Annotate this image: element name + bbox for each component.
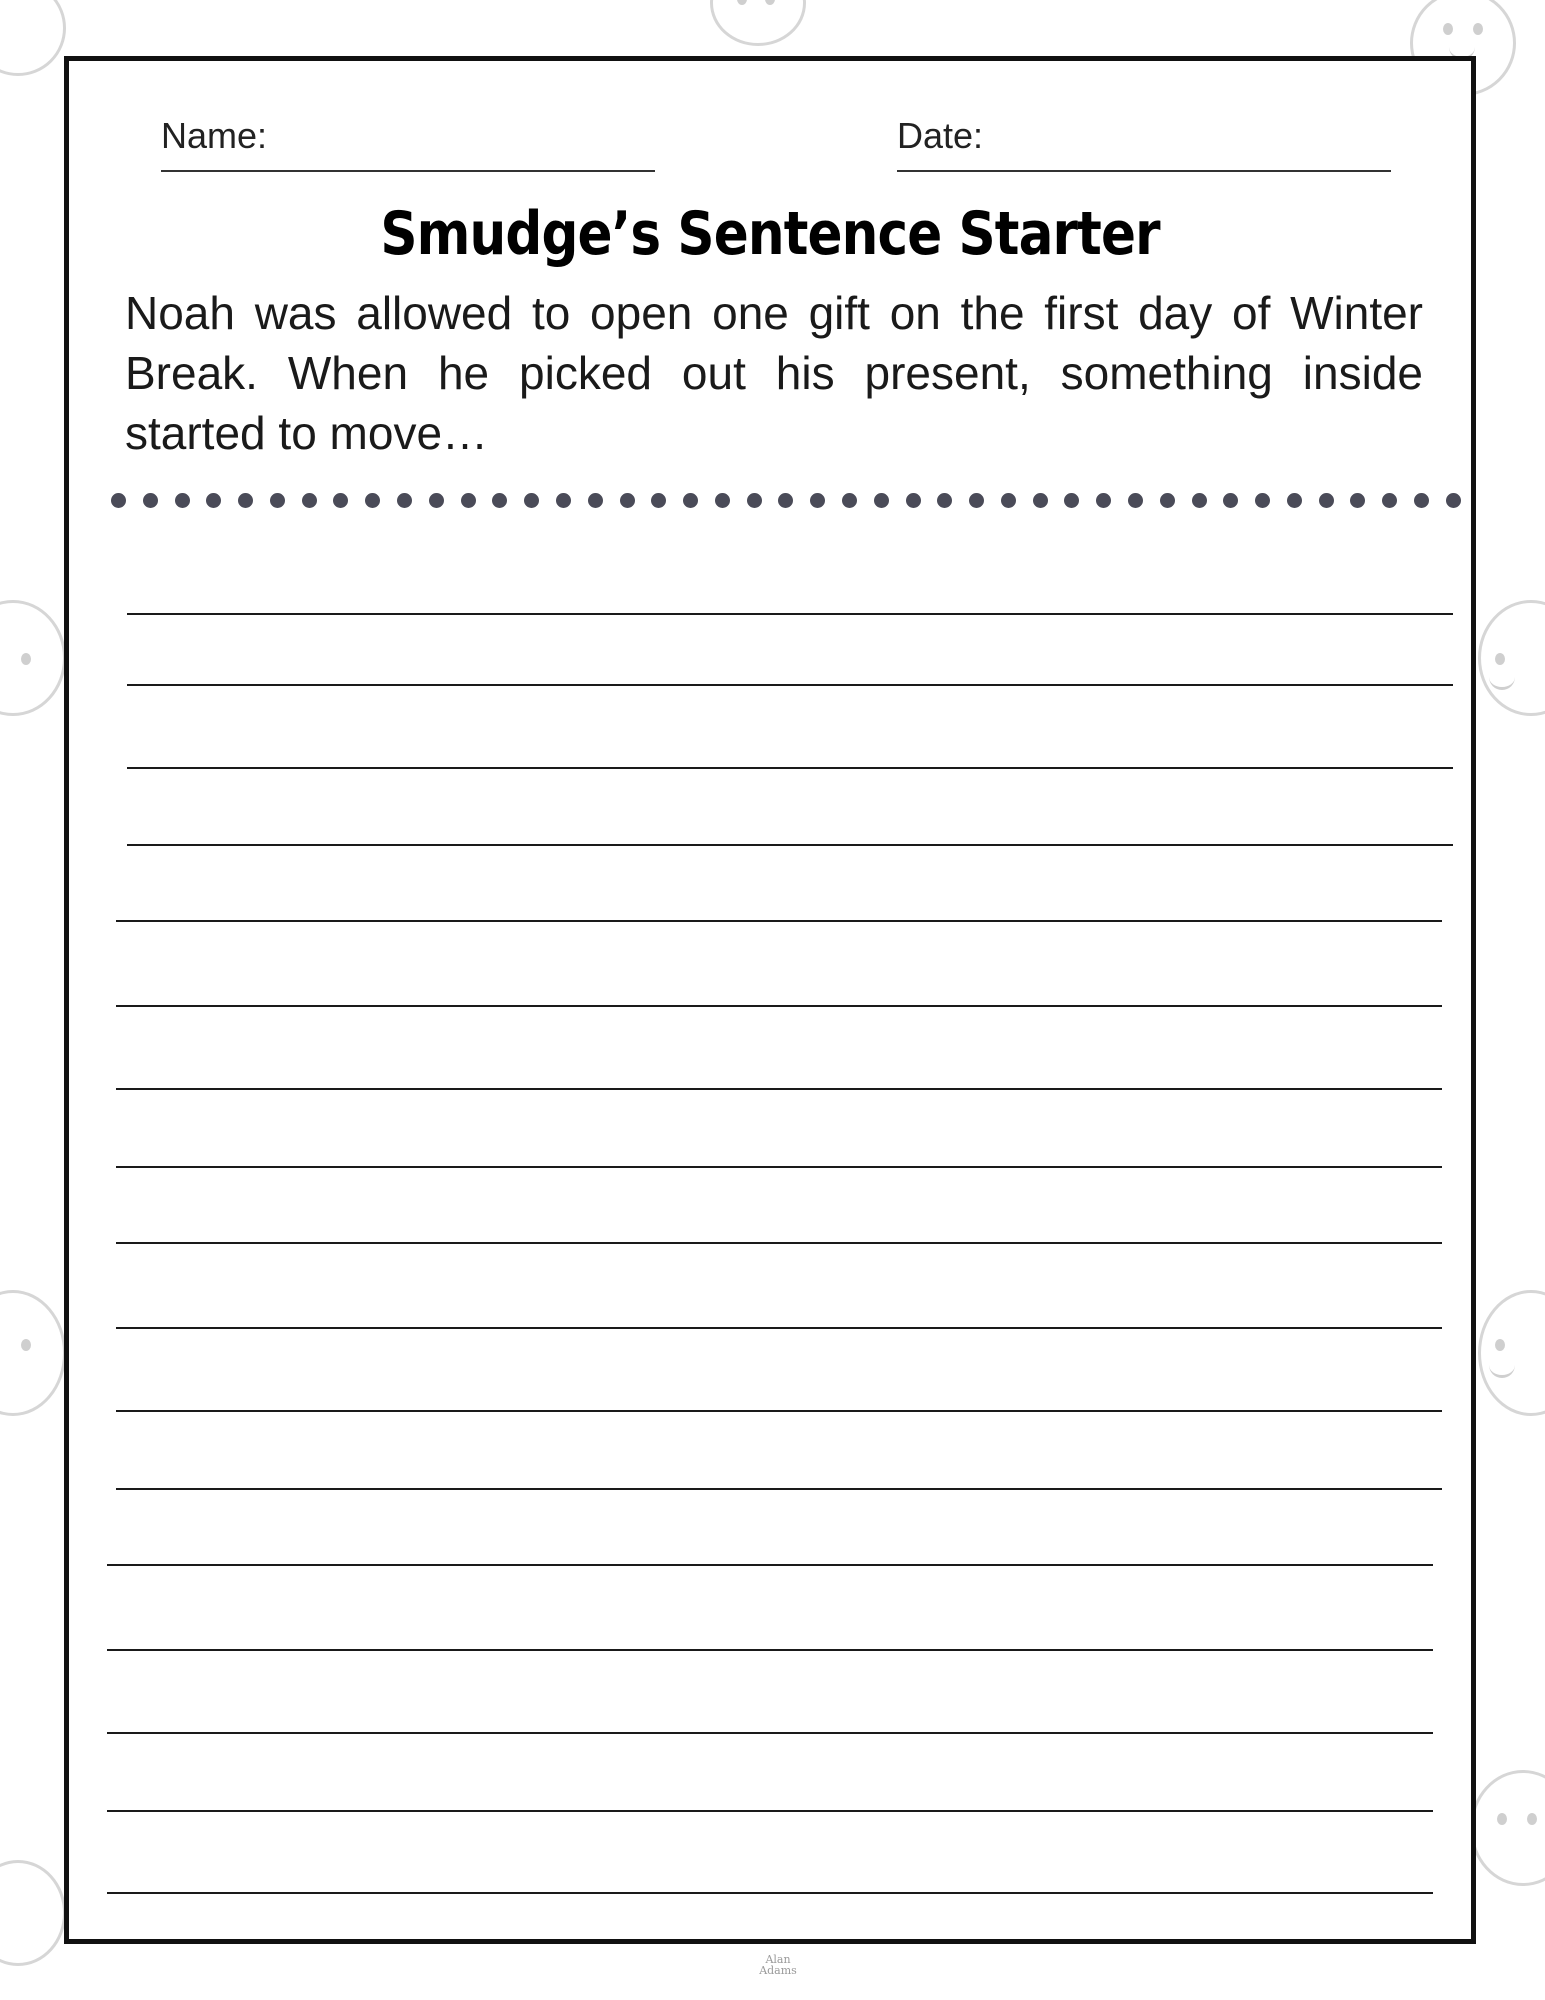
divider-dot (620, 493, 635, 508)
divider-dot (1255, 493, 1270, 508)
writing-line[interactable] (127, 767, 1453, 769)
divider-dot (937, 493, 952, 508)
divider-dot (1287, 493, 1302, 508)
divider-dot (1192, 493, 1207, 508)
divider-dot (1160, 493, 1175, 508)
name-field[interactable] (161, 170, 655, 172)
doodle-face-icon (0, 1860, 66, 1966)
dotted-divider (111, 493, 1461, 508)
divider-dot (333, 493, 348, 508)
divider-dot (842, 493, 857, 508)
writing-line[interactable] (127, 844, 1453, 846)
doodle-face-icon (0, 600, 66, 716)
divider-dot (1350, 493, 1365, 508)
date-field[interactable] (897, 170, 1391, 172)
writing-line[interactable] (116, 1166, 1442, 1168)
writing-line[interactable] (116, 1488, 1442, 1490)
writing-line[interactable] (107, 1732, 1433, 1734)
brand-logo (755, 1954, 801, 1976)
divider-dot (683, 493, 698, 508)
doodle-face-icon (1478, 1290, 1545, 1416)
divider-dot (556, 493, 571, 508)
divider-dot (1001, 493, 1016, 508)
divider-dot (302, 493, 317, 508)
writing-line[interactable] (127, 684, 1453, 686)
divider-dot (588, 493, 603, 508)
divider-dot (270, 493, 285, 508)
divider-dot (906, 493, 921, 508)
divider-dot (524, 493, 539, 508)
divider-dot (1096, 493, 1111, 508)
writing-line[interactable] (116, 1088, 1442, 1090)
divider-dot (429, 493, 444, 508)
divider-dot (175, 493, 190, 508)
divider-dot (397, 493, 412, 508)
divider-dot (1223, 493, 1238, 508)
divider-dot (778, 493, 793, 508)
writing-line[interactable] (107, 1564, 1433, 1566)
writing-line[interactable] (116, 1410, 1442, 1412)
divider-dot (969, 493, 984, 508)
writing-line[interactable] (116, 1242, 1442, 1244)
doodle-face-icon (0, 1290, 66, 1416)
divider-dot (810, 493, 825, 508)
date-label: Date: (897, 115, 984, 156)
divider-dot (1128, 493, 1143, 508)
doodle-face-icon (1478, 600, 1545, 716)
writing-line[interactable] (116, 920, 1442, 922)
writing-line[interactable] (127, 613, 1453, 615)
writing-line[interactable] (107, 1810, 1433, 1812)
divider-dot (1033, 493, 1048, 508)
divider-dot (1382, 493, 1397, 508)
divider-dot (111, 493, 126, 508)
sentence-starter-prompt: Noah was allowed to open one gift on the first day of Winter Break. When he picked out his present, something inside started to move… (125, 287, 1423, 459)
divider-dot (747, 493, 762, 508)
divider-dot (715, 493, 730, 508)
brand-logo-text: Alan Adams (759, 1953, 797, 1977)
name-label: Name: (161, 115, 268, 156)
doodle-face-icon (710, 0, 806, 46)
writing-line[interactable] (116, 1327, 1442, 1329)
worksheet-sheet (64, 56, 1476, 1944)
divider-dot (1319, 493, 1334, 508)
divider-dot (874, 493, 889, 508)
writing-line[interactable] (116, 1005, 1442, 1007)
worksheet-title: Smudge’s Sentence Starter (380, 199, 1160, 269)
doodle-face-icon (0, 0, 66, 76)
divider-dot (1064, 493, 1079, 508)
writing-line[interactable] (107, 1892, 1433, 1894)
writing-line[interactable] (107, 1649, 1433, 1651)
divider-dot (206, 493, 221, 508)
divider-dot (143, 493, 158, 508)
divider-dot (238, 493, 253, 508)
divider-dot (492, 493, 507, 508)
divider-dot (1414, 493, 1429, 508)
divider-dot (651, 493, 666, 508)
divider-dot (365, 493, 380, 508)
divider-dot (1446, 493, 1461, 508)
divider-dot (461, 493, 476, 508)
doodle-face-icon (1470, 1770, 1545, 1886)
